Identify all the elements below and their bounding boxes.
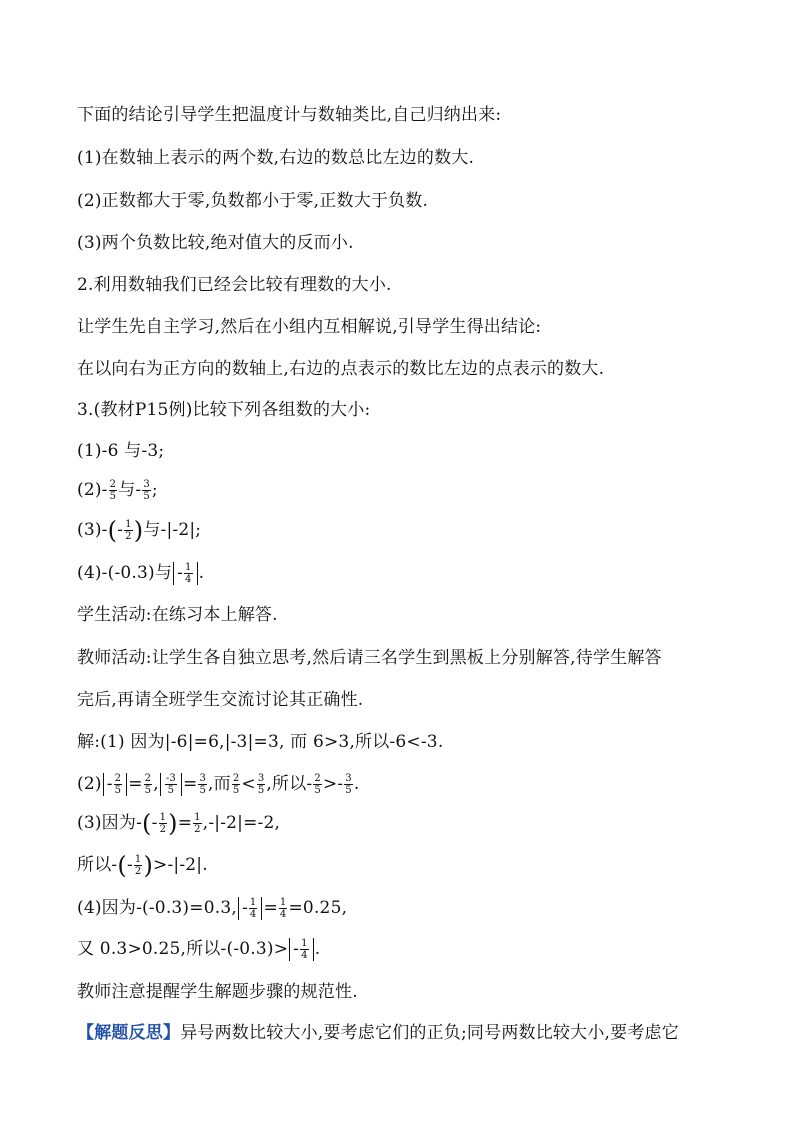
solution-1: 解:(1) 因为|-6|=6,|-3|=3, 而 6>3,所以-6<-3. [77,732,444,752]
question-1: (1)-6 与-3; [77,441,165,461]
fraction: $\frac{1}{2}$ [125,519,132,542]
conclusion-3: (3)两个负数比较,绝对值大的反而小. [77,233,354,253]
question-2: (2)- $\frac{2}{5}$ 与- $\frac{3}{5}$ ; [77,479,158,502]
paragraph-self-study: 让学生先自主学习,然后在小组内互相解说,引导学生得出结论: [77,317,542,337]
fraction: $\frac{3}{5}$ [143,479,150,502]
reflection-text: 异号两数比较大小,要考虑它们的正负;同号两数比较大小,要考虑它 [180,1023,679,1043]
conclusion-1: (1)在数轴上表示的两个数,右边的数总比左边的数大. [77,148,475,168]
teacher-activity: 教师活动:让学生各自独立思考,然后请三名学生到黑板上分别解答,待学生解答 [77,648,662,668]
reflection [77,1021,679,1045]
solution-3a: (3)因为-(- $\frac{1}{2}$ )= $\frac{1}{2}$ ,-|-2|=-2, [77,809,281,838]
paragraph-number-line-rule: 在以向右为正方向的数轴上,右边的点表示的数比左边的点表示的数大. [77,359,605,379]
question-4: (4)-(-0.3)与 - $\frac{1}{4}$ . [77,562,205,585]
conclusion-2: (2)正数都大于零,负数都小于零,正数大于负数. [77,191,429,211]
solution-4a: (4)因为-(-0.3)=0.3, - $\frac{1}{4}$ = $\frac{1}{4}$ =0.25, [77,897,348,920]
student-activity: 学生活动:在练习本上解答. [77,605,278,625]
teacher-activity-cont: 完后,再请全班学生交流讨论其正确性. [77,690,364,710]
fraction: $\frac{2}{5}$ [109,479,117,502]
question-3: (3)-(- $\frac{1}{2}$ )与-|-2|; [77,516,202,545]
section-3-heading: 3.(教材P15例)比较下列各组数的大小: [77,400,371,420]
section-2-heading: 2.利用数轴我们已经会比较有理数的大小. [77,275,392,295]
paragraph-intro: 下面的结论引导学生把温度计与数轴类比,自己归纳出来: [77,105,502,125]
absolute-value: - $\frac{1}{4}$ [173,562,198,585]
solution-3b: 所以-(- $\frac{1}{2}$ )>-|-2|. [77,851,208,880]
solution-4b: 又 0.3>0.25,所以-(-0.3)> - $\frac{1}{4}$ . [77,938,321,961]
reflection-tag: 【解题反思】 [77,1023,181,1043]
solution-2: (2) - $\frac{2}{5}$ = $\frac{2}{5}$ , $\frac{-3}{5}$ = $\frac{3}{5}$ ,而 $\frac{2}{5}$ < $\frac{3}{5}$ ,所以- $\frac{2}{5}$ >- $\frac{3}{5}$ . [77,773,360,796]
teacher-reminder: 教师注意提醒学生解题步骤的规范性. [77,982,358,1002]
